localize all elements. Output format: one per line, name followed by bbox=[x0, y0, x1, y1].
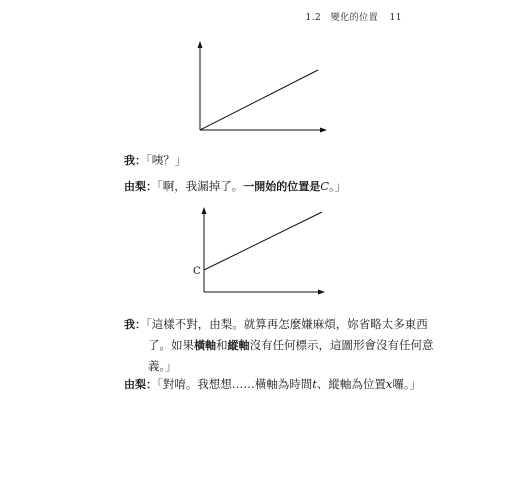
x-axis-arrow bbox=[318, 290, 325, 295]
line-2-text-b: 一開始的位置是 bbox=[243, 180, 321, 193]
para-3-row-3 bbox=[124, 356, 416, 376]
dialogue-line-2 bbox=[124, 176, 346, 197]
position-line bbox=[200, 70, 318, 130]
line-1-text: 「咦？」 bbox=[146, 153, 187, 167]
y-axis-arrow bbox=[198, 41, 203, 48]
speaker-me: 我： bbox=[124, 154, 146, 167]
x-axis-arrow bbox=[320, 128, 327, 133]
speaker-me: 我： bbox=[124, 318, 146, 331]
graph-unlabeled bbox=[190, 38, 335, 138]
para-3-row-1 bbox=[124, 314, 428, 335]
line-2-text-a: 「啊，我漏掉了。 bbox=[157, 179, 244, 193]
vertical-axis-term: 縱軸 bbox=[227, 339, 250, 352]
y-axis-arrow bbox=[202, 207, 207, 214]
para-3-row-2 bbox=[124, 335, 434, 356]
dialogue-line-1 bbox=[124, 150, 186, 171]
graph-with-c-svg bbox=[188, 204, 333, 300]
line-4-text-b: 、縱軸為位置 bbox=[316, 377, 386, 391]
para-3-row-2-c: 和 bbox=[216, 338, 228, 352]
var-t: t bbox=[312, 377, 317, 391]
horizontal-axis-term: 橫軸 bbox=[194, 339, 216, 352]
para-3-row-2-e: 沒有任何標示，這圖形會沒有任何意 bbox=[249, 338, 434, 352]
c-label: C bbox=[193, 266, 201, 277]
speaker-yuri: 由梨： bbox=[124, 180, 157, 193]
var-x: x bbox=[385, 377, 393, 391]
dialogue-line-4 bbox=[124, 374, 421, 395]
line-2-text-c: 。」 bbox=[329, 179, 347, 193]
running-header bbox=[305, 10, 402, 23]
para-3-row-1-text: 「這樣不對，由梨。就算再怎麼嫌麻煩，妳省略太多東西 bbox=[146, 317, 428, 331]
line-4-text-a: 「對唷。我想想……橫軸為時間 bbox=[157, 377, 313, 391]
para-3-row-3-text: 義。」 bbox=[148, 359, 177, 373]
dialogue-para-3 bbox=[124, 314, 434, 376]
section-title: 變化的位置 bbox=[330, 13, 379, 23]
graph-unlabeled-svg bbox=[190, 38, 335, 138]
line-4-text-c: 囉。」 bbox=[392, 377, 422, 391]
section-number: 1.2 bbox=[305, 13, 322, 23]
position-line bbox=[204, 212, 322, 270]
speaker-yuri: 由梨： bbox=[124, 378, 157, 391]
para-3-row-2-a: 了。如果 bbox=[148, 338, 194, 352]
var-c: C bbox=[320, 179, 330, 193]
graph-with-c bbox=[188, 204, 333, 300]
page-number: 11 bbox=[389, 13, 402, 23]
